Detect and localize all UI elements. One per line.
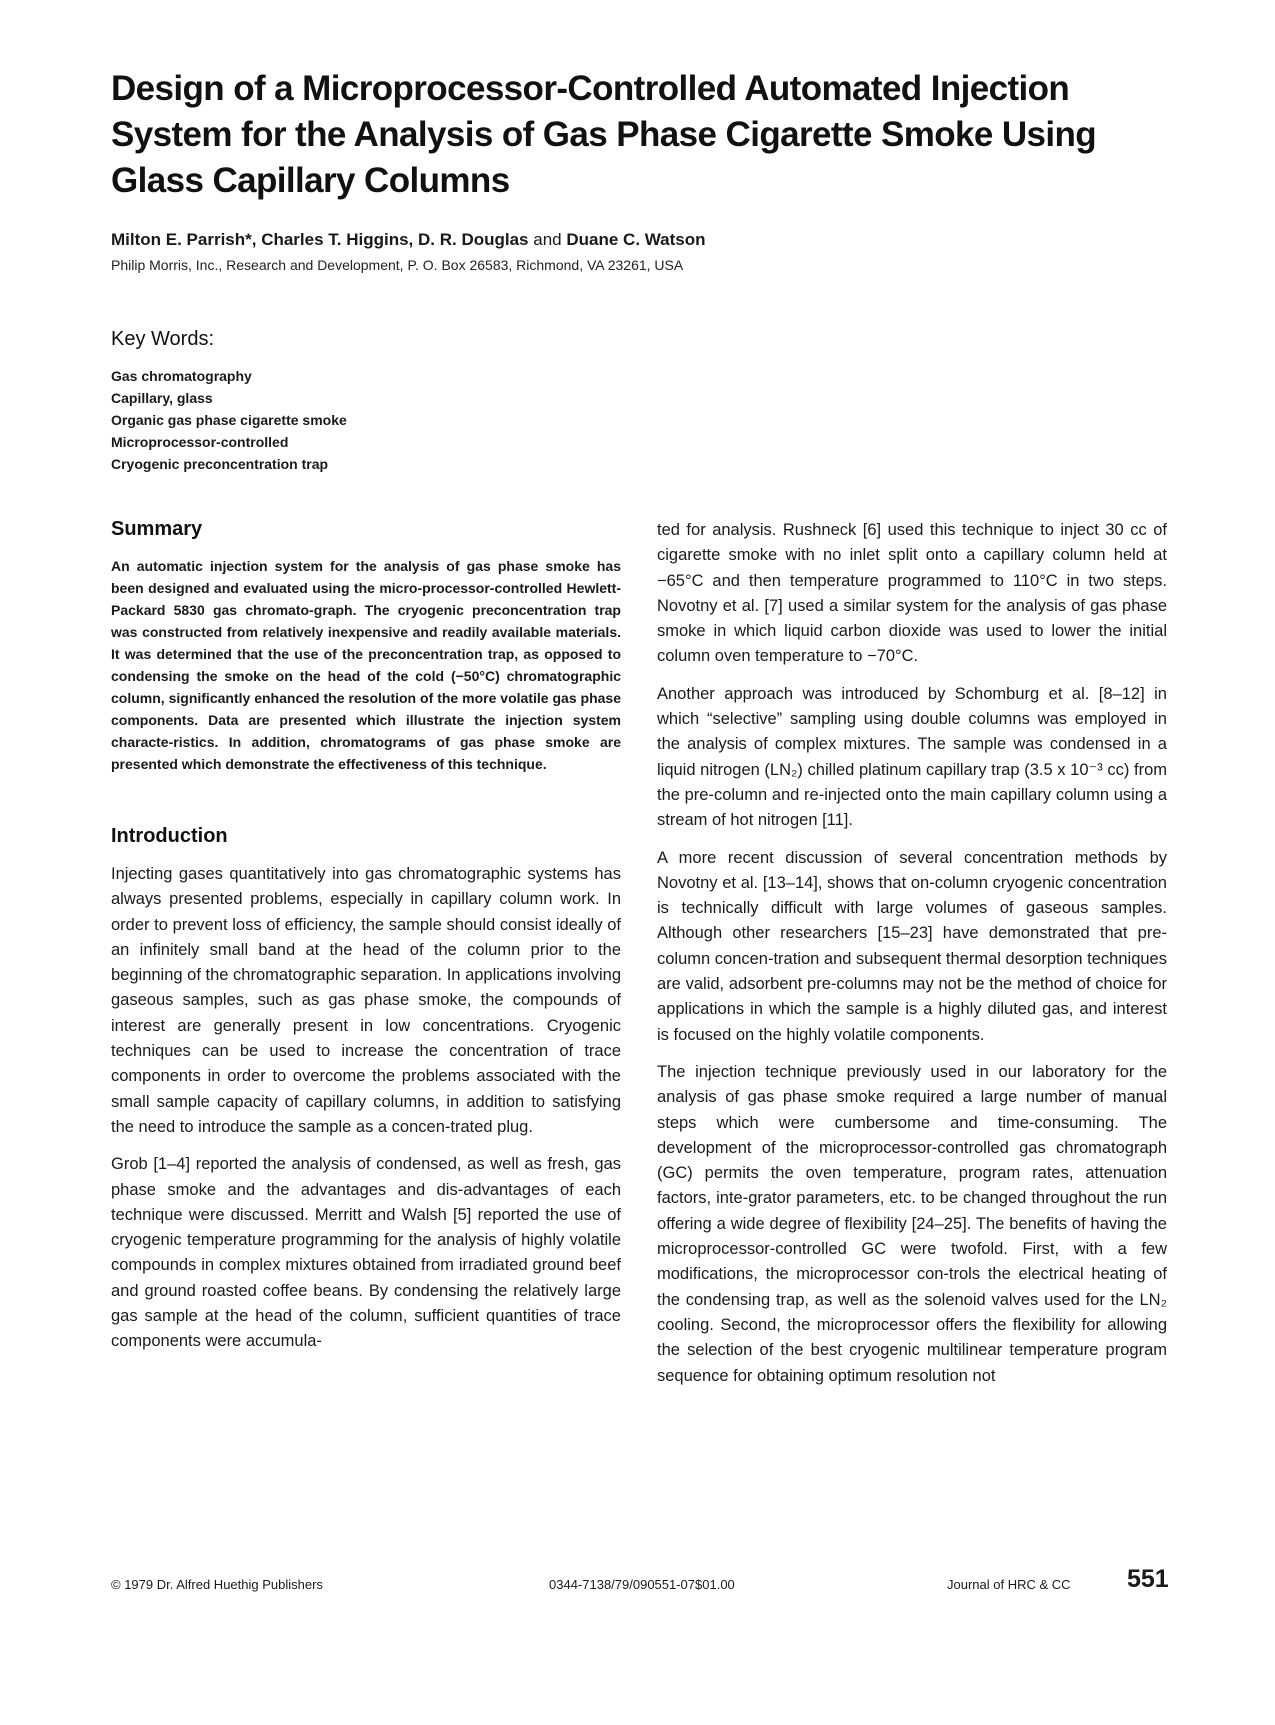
summary-text: An automatic injection system for the analysis of gas phase smoke has been designed and evaluated using the micro-processor-controlled Hewlett-Packard 5830 gas chromato-graph. The cryogenic preconcentration trap was constructed from relatively inexpensive and readily available materials. It was determined that the use of the preconcentration trap, as opposed to condensing the smoke on the head of the cold (−50°C) chromatographic column, significantly enhanced the resolution of the more volatile gas phase components. Data are presented which illustrate the injection system characte-ristics. In addition, chromatograms of gas phase smoke are presented which demonstrate the effectiveness of this technique.: [111, 558, 621, 772]
left-column: [111, 518, 621, 1367]
page-number: 551: [1127, 1565, 1169, 1593]
keyword-item: Capillary, glass: [111, 390, 213, 406]
body-paragraph: A more recent discussion of several concentration methods by Novotny et al. [13–14], shows that on-column cryogenic concentration is technically difficult with large volumes of gaseous samples. Although other researchers [15–23] have demonstrated that pre-column concen-tration and subsequent thermal desorption techniques are valid, adsorbent pre-columns may not be the method of choice for applications in which the sample is a highly diluted gas, and interest is focused on the highly volatile components.: [657, 848, 1167, 1044]
affiliation: Philip Morris, Inc., Research and Development, P. O. Box 26583, Richmond, VA 23261, USA: [111, 257, 684, 273]
authors-connector: and: [533, 230, 562, 249]
keyword-item: Organic gas phase cigarette smoke: [111, 412, 347, 428]
keyword-item: Microprocessor-controlled: [111, 434, 289, 450]
article-code: 0344-7138/79/090551-07$01.00: [549, 1577, 735, 1592]
paper-title: Design of a Microprocessor-Controlled Automated Injection System for the Analysis of Gas Phase Cigarette Smoke Using Glass Capillary Columns: [111, 69, 1097, 200]
page-footer: [111, 1565, 1167, 1605]
body-paragraph: Another approach was introduced by Schomburg et al. [8–12] in which “selective” sampling using double columns was employed in the analysis of complex mixtures. The sample was condensed in a liquid nitrogen (LN₂) chilled platinum capillary trap (3.5 x 10⁻³ cc) from the pre-column and re-injected onto the main capillary column using a stream of hot nitrogen [11].: [657, 684, 1167, 830]
authors-last: Duane C. Watson: [566, 230, 706, 249]
body-paragraph: The injection technique previously used in our laboratory for the analysis of gas phase smoke required a large number of manual steps which were cumbersome and time-consuming. The development of the microprocessor-controlled gas chromatograph (GC) permits the oven temperature, program rates, attenuation factors, inte-grator parameters, etc. to be changed throughout the run offering a wide degree of flexibility [24–25]. The benefits of having the microprocessor-controlled GC were twofold. First, with a few modifications, the microprocessor con-trols the electrical heating of the condensing trap, as well as the solenoid valves used for the LN₂ cooling. Second, the microprocessor offers the flexibility for allowing the selection of the best cryogenic multilinear temperature program sequence for obtaining optimum resolution not: [657, 1062, 1167, 1385]
keyword-item: Gas chromatography: [111, 368, 252, 384]
keywords-list: [111, 365, 347, 475]
author-list: [111, 230, 706, 250]
authors-first: Milton E. Parrish*, Charles T. Higgins, D. R. Douglas: [111, 230, 529, 249]
copyright-notice: © 1979 Dr. Alfred Huethig Publishers: [111, 1577, 323, 1592]
keyword-item: Cryogenic preconcentration trap: [111, 456, 329, 472]
body-paragraph: ted for analysis. Rushneck [6] used this technique to inject 30 cc of cigarette smoke with no inlet split onto a capillary column held at −65°C and then temperature programmed to 110°C in two steps. Novotny et al. [7] used a similar system for the analysis of gas phase smoke in which liquid carbon dioxide was used to lower the initial column oven temperature to −70°C.: [657, 521, 1167, 666]
journal-name: Journal of HRC & CC: [947, 1577, 1071, 1592]
right-column: [657, 518, 1167, 1401]
intro-paragraph: Injecting gases quantitatively into gas chromatographic systems has always presented problems, especially in capillary column work. In order to prevent loss of efficiency, the sample should consist ideally of an infinitely small band at the head of the column prior to the beginning of the chromatographic separation. In applications involving gaseous samples, such as gas phase smoke, the compounds of interest are generally present in low concentrations. Cryogenic techniques can be used to increase the concentration of trace components in order to overcome the problems associated with the small sample capacity of capillary columns, in addition to satisfying the need to introduce the sample as a concen-trated plug.: [111, 865, 621, 1136]
intro-paragraph: Grob [1–4] reported the analysis of condensed, as well as fresh, gas phase smoke and the advantages and dis-advantages of each technique were discussed. Merritt and Walsh [5] reported the use of cryogenic temperature programming for the analysis of highly volatile compounds in complex mixtures obtained from irradiated ground beef and ground roasted coffee beans. By condensing the relatively large gas sample at the head of the column, sufficient quantities of trace components were accumula-: [111, 1155, 621, 1351]
keywords-heading: Key Words:: [111, 328, 214, 350]
introduction-heading: Introduction: [111, 825, 228, 847]
summary-heading: Summary: [111, 518, 203, 540]
